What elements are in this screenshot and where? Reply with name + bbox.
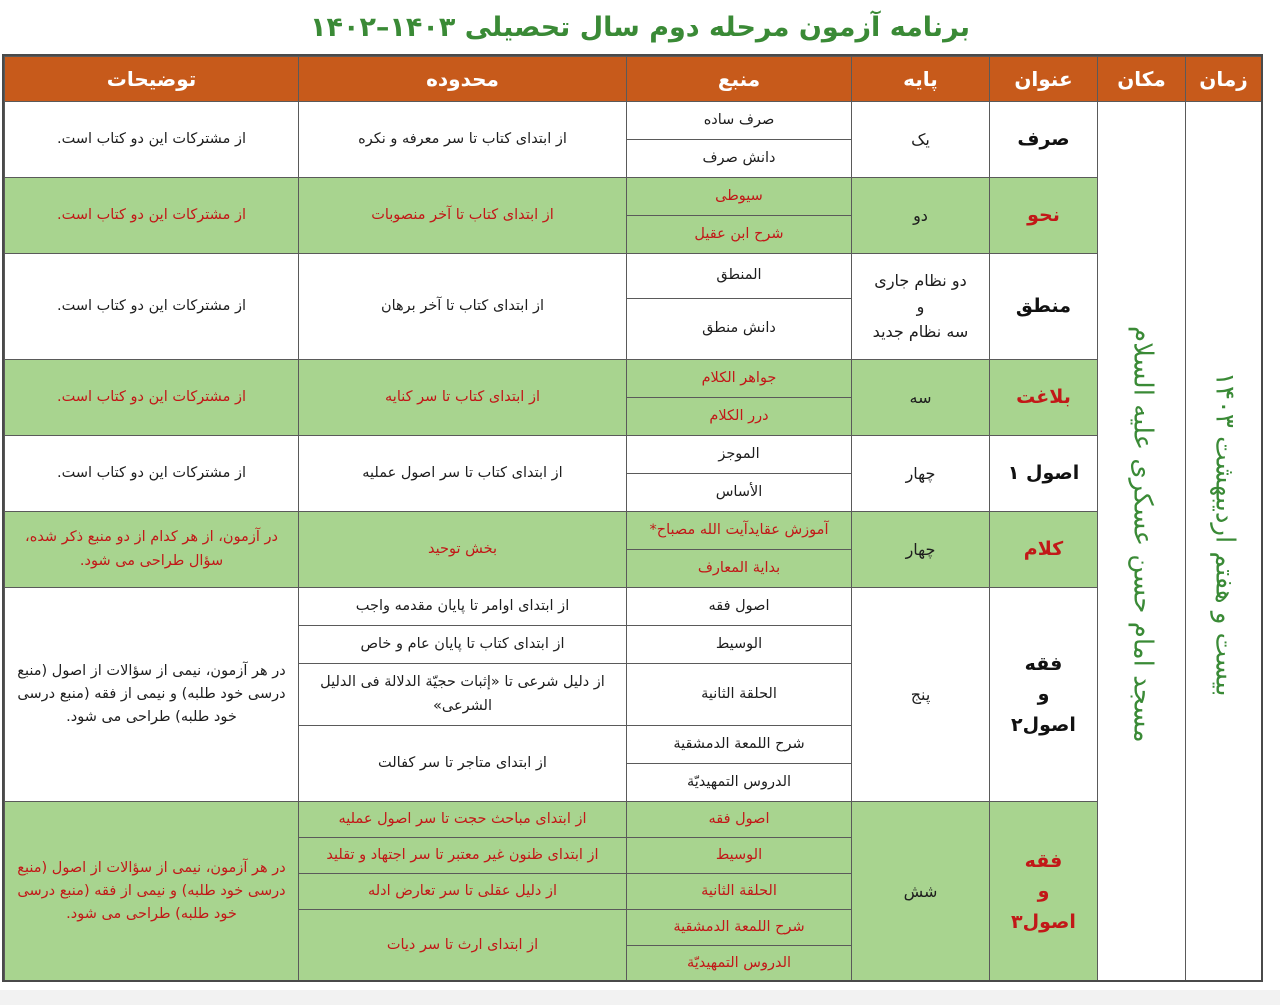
table-row-feqh2 [5,588,1262,626]
base-cell: یک [852,102,990,178]
range-cell: از ابتدای متاجر تا سر کفالت [299,726,627,802]
source-cell: الحلقة الثانیة [627,874,852,910]
base-cell: چهار [852,436,990,512]
range-cell: بخش توحید [299,512,627,588]
source-cell: بدایة المعارف [627,550,852,588]
header-notes: توضیحات [5,57,299,102]
base-cell: سه [852,360,990,436]
page-title: برنامه آزمون مرحله دوم سال تحصیلی ۱۴۰۳–۱۴۰۲ [310,11,971,43]
base-line: و [916,296,925,316]
exam-schedule-table [4,56,1262,982]
table-row-feqh3 [5,802,1262,838]
note-cell: از مشترکات این دو کتاب است. [5,254,299,360]
source-cell: صرف ساده [627,102,852,140]
range-cell: از ابتدای کتاب تا سر اصول عملیه [299,436,627,512]
subject-cell [990,802,1098,982]
range-cell: از ابتدای کتاب تا سر کنایه [299,360,627,436]
base-cell: دو [852,178,990,254]
table-row-sarf [5,102,1262,140]
time-value: بیست و هفتم اردیبهشت ۱۴۰۳ [1209,372,1240,697]
header-base: پایه [852,57,990,102]
source-cell: الدروس التمهیدیّة [627,764,852,802]
header-source: منبع [627,57,852,102]
subject-cell: منطق [990,254,1098,360]
range-cell: از ابتدای کتاب تا آخر منصوبات [299,178,627,254]
table-row-kalam [5,512,1262,550]
note-cell: در هر آزمون، نیمی از سؤالات از اصول (منبع درسی خود طلبه) و نیمی از فقه (منبع درسی خود طلبه) طراحی می شود. [5,588,299,802]
source-cell: آموزش عقایدآیت الله مصباح* [627,512,852,550]
source-cell: شرح ابن عقیل [627,216,852,254]
source-cell: الأساس [627,474,852,512]
subject-line: فقه [1024,849,1063,872]
note-cell: در آزمون، از هر کدام از دو منبع ذکر شده، سؤال طراحی می شود. [5,512,299,588]
source-cell: الوسیط [627,626,852,664]
range-cell: از ابتدای کتاب تا سر معرفه و نکره [299,102,627,178]
note-cell: از مشترکات این دو کتاب است. [5,360,299,436]
subject-cell: بلاغت [990,360,1098,436]
subject-line: فقه [1024,652,1063,675]
source-cell: درر الکلام [627,398,852,436]
base-cell: چهار [852,512,990,588]
source-cell: سیوطی [627,178,852,216]
subject-cell: صرف [990,102,1098,178]
range-cell: از دلیل عقلی تا سر تعارض ادله [299,874,627,910]
subject-line: و [1037,683,1050,706]
table-row-osul1 [5,436,1262,474]
note-cell: از مشترکات این دو کتاب است. [5,178,299,254]
range-cell: از ابتدای کتاب تا پایان عام و خاص [299,626,627,664]
source-cell: الموجز [627,436,852,474]
note-cell: از مشترکات این دو کتاب است. [5,436,299,512]
table-row-nahw [5,178,1262,216]
header-time: زمان [1186,57,1262,102]
header-row [5,57,1262,102]
source-cell: جواهر الکلام [627,360,852,398]
table-row-balaghat [5,360,1262,398]
header-range: محدوده [299,57,627,102]
source-cell: الدروس التمهیدیّة [627,946,852,982]
source-cell: المنطق [627,254,852,299]
source-cell: الحلقة الثانیة [627,664,852,726]
subject-line: اصول۲ [1011,713,1076,736]
range-cell: از دلیل شرعی تا «إثبات حجیّة الدلالة فی الدلیل الشرعی» [299,664,627,726]
range-cell: از ابتدای مباحث حجت تا سر اصول عملیه [299,802,627,838]
base-cell: شش [852,802,990,982]
subject-line: و [1037,880,1050,903]
place-cell [1098,102,1186,982]
source-cell: شرح اللمعة الدمشقیة [627,910,852,946]
subject-cell: نحو [990,178,1098,254]
source-cell: الوسیط [627,838,852,874]
base-cell [852,254,990,360]
range-cell: از ابتدای اوامر تا پایان مقدمه واجب [299,588,627,626]
subject-cell: کلام [990,512,1098,588]
base-line: سه نظام جدید [872,322,969,342]
range-cell: از ابتدای کتاب تا آخر برهان [299,254,627,360]
subject-cell: اصول ۱ [990,436,1098,512]
note-cell: در هر آزمون، نیمی از سؤالات از اصول (منبع درسی خود طلبه) و نیمی از فقه (منبع درسی خود طلبه) طراحی می شود. [5,802,299,982]
range-cell: از ابتدای ارث تا سر دیات [299,910,627,982]
source-cell: اصول فقه [627,802,852,838]
schedule-table-frame [2,54,1263,982]
subject-line: اصول۳ [1011,910,1076,933]
base-line: دو نظام جاری [874,271,967,291]
source-cell: دانش صرف [627,140,852,178]
note-cell: از مشترکات این دو کتاب است. [5,102,299,178]
source-cell: شرح اللمعة الدمشقیة [627,726,852,764]
source-cell: دانش منطق [627,299,852,360]
subject-cell [990,588,1098,802]
source-cell: اصول فقه [627,588,852,626]
base-cell: پنج [852,588,990,802]
range-cell: از ابتدای ظنون غیر معتبر تا سر اجتهاد و تقلید [299,838,627,874]
place-value: مسجد امام حسن عسکری علیه السلام [1127,326,1158,744]
footer-strip [0,990,1280,1005]
table-row-mantegh [5,254,1262,299]
header-place: مکان [1098,57,1186,102]
time-cell [1186,102,1262,982]
header-subject: عنوان [990,57,1098,102]
